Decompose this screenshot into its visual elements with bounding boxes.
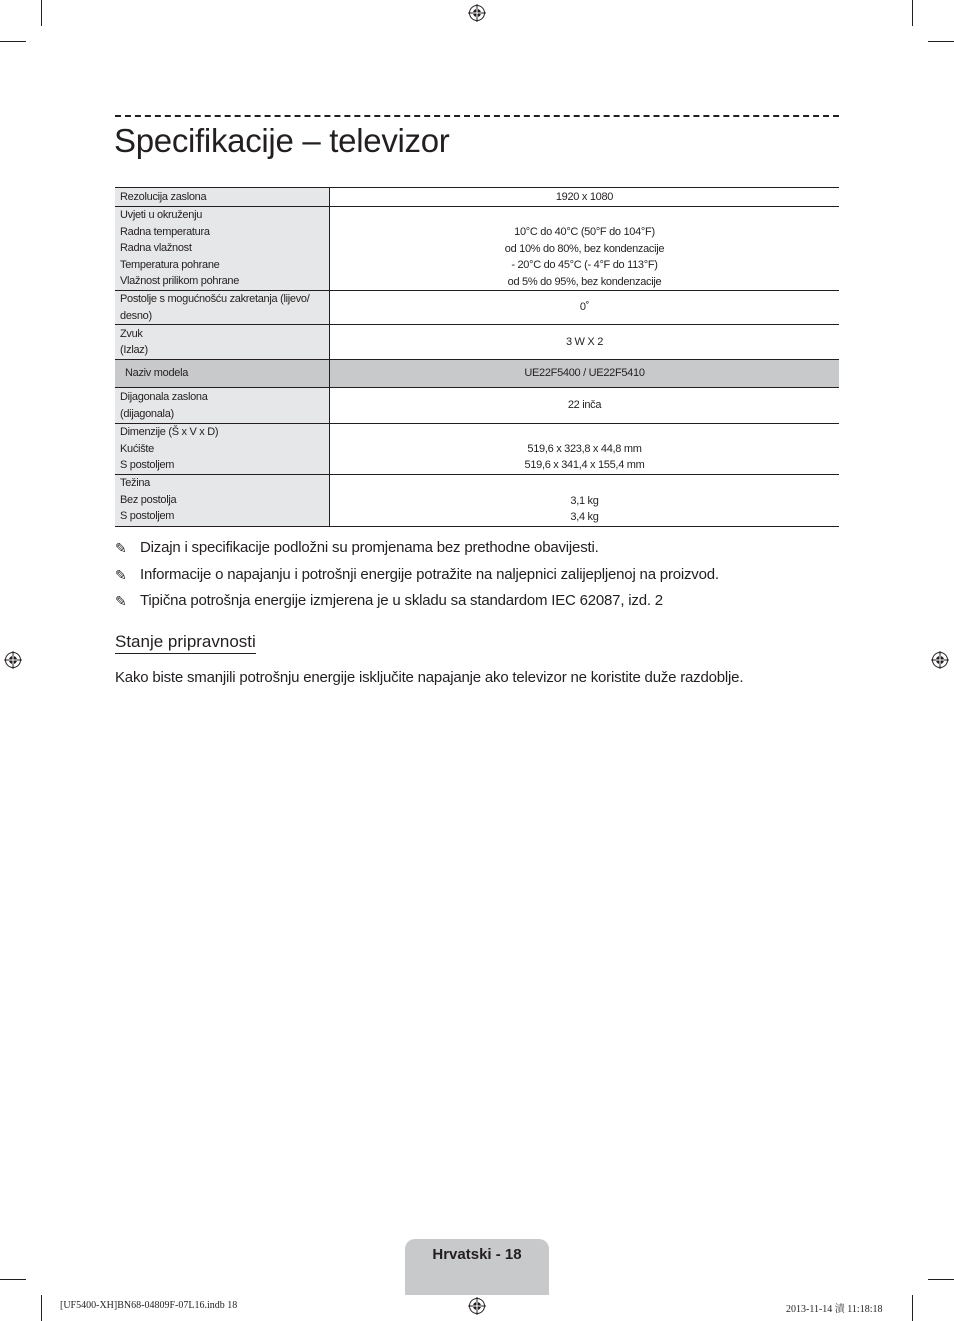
registration-mark-icon xyxy=(468,1297,486,1315)
title-dashed-rule xyxy=(115,115,839,117)
spec-row xyxy=(115,388,839,424)
spec-label-line: (Izlaz) xyxy=(120,344,148,356)
spec-value-line: UE22F5400 / UE22F5410 xyxy=(524,367,645,380)
footer-timestamp: 2013-11-14 漬 11:18:18 xyxy=(786,1304,883,1315)
page-number-label: Hrvatski - 18 xyxy=(432,1246,522,1263)
spec-value xyxy=(330,188,840,207)
pencil-note-icon: ✎ xyxy=(115,540,127,556)
spec-label-line: Dijagonala zaslona xyxy=(120,391,208,403)
spec-value-line: 22 inča xyxy=(567,399,602,412)
pencil-note-icon: ✎ xyxy=(115,593,127,609)
page-number-tab xyxy=(405,1239,549,1295)
note-text: Dizajn i specifikacije podložni su promjenama bez prethodne obavijesti. xyxy=(140,539,599,556)
pencil-note-icon: ✎ xyxy=(115,566,127,583)
spec-label-line: Dimenzije (Š x V x D) xyxy=(120,426,219,438)
spec-label-line: Težina xyxy=(120,477,150,490)
spec-label-line: desno) xyxy=(120,309,152,322)
spec-value xyxy=(330,424,840,475)
footer-file-info: [UF5400-XH]BN68-04809F-07L16.indb 18 xyxy=(60,1300,238,1311)
spec-value xyxy=(330,291,840,325)
spec-label xyxy=(115,325,330,360)
spec-row xyxy=(115,424,839,475)
spec-row xyxy=(115,207,839,291)
spec-value-line: od 10% do 80%, bez kondenzacije xyxy=(504,242,665,255)
note-item xyxy=(115,565,855,592)
crop-mark xyxy=(0,41,26,42)
spec-label xyxy=(115,188,330,207)
spec-value-line: 519,6 x 323,8 x 44,8 mm xyxy=(527,442,642,455)
spec-value-line: 1920 x 1080 xyxy=(555,190,614,203)
crop-mark xyxy=(0,1279,26,1280)
spec-row xyxy=(115,291,839,325)
spec-label-line: Vlažnost prilikom pohrane xyxy=(120,275,240,288)
note-item xyxy=(115,591,855,618)
spec-value-line: 3,1 kg xyxy=(570,494,599,507)
spec-value-line: 519,6 x 341,4 x 155,4 mm xyxy=(524,459,645,471)
section-title-standby: Stanje pripravnosti xyxy=(115,632,256,654)
crop-mark xyxy=(912,1295,913,1321)
spec-value xyxy=(330,388,840,424)
spec-label-line: Uvjeti u okruženju xyxy=(120,209,203,222)
spec-label-line: Radna temperatura xyxy=(120,225,210,238)
spec-value-line: 0˚ xyxy=(579,301,590,314)
registration-mark-icon xyxy=(468,4,486,22)
spec-row xyxy=(115,188,839,207)
spec-label-line: Bez postolja xyxy=(120,493,177,506)
spec-label-line: Kućište xyxy=(120,442,154,455)
section-body-text: Kako biste smanjili potrošnju energije isključite napajanje ako televizor ne koristite duže razdoblje. xyxy=(115,669,744,686)
spec-label xyxy=(115,424,330,475)
spec-row xyxy=(115,360,839,388)
crop-mark xyxy=(41,1295,42,1321)
spec-label xyxy=(115,474,330,526)
spec-label-line: Radna vlažnost xyxy=(120,242,192,255)
note-item xyxy=(115,538,855,565)
spec-row xyxy=(115,474,839,526)
spec-label xyxy=(115,291,330,325)
spec-label xyxy=(115,388,330,424)
spec-label-line: Naziv modela xyxy=(125,367,189,380)
spec-label-line: Postolje s mogućnošću zakretanja (lijevo/ xyxy=(120,293,310,305)
spec-label-line: Temperatura pohrane xyxy=(120,258,220,271)
spec-label-line: (dijagonala) xyxy=(120,407,174,420)
crop-mark xyxy=(912,0,913,26)
spec-label-line: S postoljem xyxy=(120,510,175,523)
spec-value-line: 3,4 kg xyxy=(570,511,599,523)
registration-mark-icon xyxy=(4,651,22,669)
spec-value xyxy=(330,474,840,526)
spec-value-line: - 20°C do 45°C (- 4°F do 113°F) xyxy=(511,259,658,271)
crop-mark xyxy=(928,1279,954,1280)
spec-label-line: S postoljem xyxy=(120,459,175,471)
spec-value-line: 3 W X 2 xyxy=(565,335,604,348)
spec-label xyxy=(115,360,330,388)
spec-value xyxy=(330,325,840,360)
registration-mark-icon xyxy=(931,651,949,669)
spec-label-line: Zvuk xyxy=(120,327,143,340)
spec-label xyxy=(115,207,330,291)
page-title: Specifikacije – televizor xyxy=(114,122,450,159)
spec-value xyxy=(330,360,840,388)
spec-row xyxy=(115,325,839,360)
spec-value-line: 10°C do 40°C (50°F do 104°F) xyxy=(514,226,655,238)
spec-value-line: od 5% do 95%, bez kondenzacije xyxy=(507,275,662,288)
crop-mark xyxy=(928,41,954,42)
notes-list xyxy=(115,538,855,618)
crop-mark xyxy=(41,0,42,26)
specifications-table xyxy=(115,187,839,527)
note-text: Tipična potrošnja energije izmjerena je u skladu sa standardom IEC 62087, izd. 2 xyxy=(140,592,663,609)
spec-label-line: Rezolucija zaslona xyxy=(120,190,207,203)
note-text: Informacije o napajanju i potrošnji energije potražite na naljepnici zalijepljenoj na proizvod. xyxy=(140,565,719,583)
spec-value xyxy=(330,207,840,291)
